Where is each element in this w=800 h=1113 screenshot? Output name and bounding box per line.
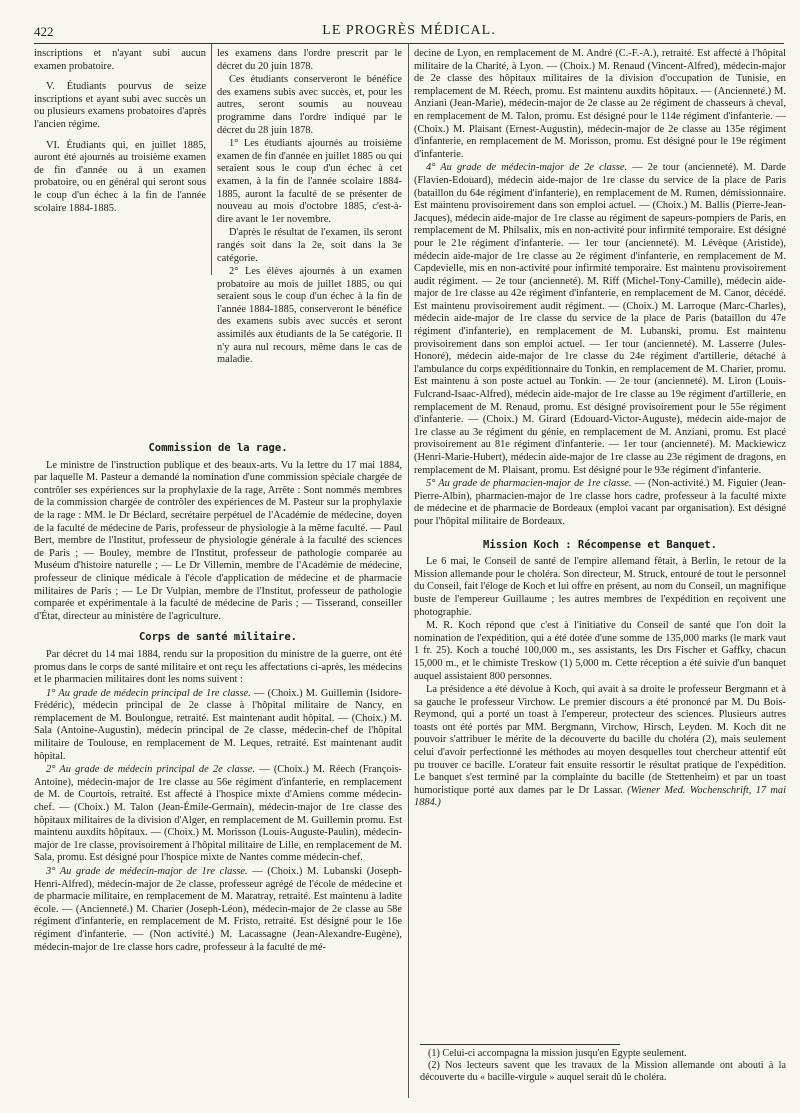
paragraph: 1° Les étudiants ajournés au troisième examen de fin d'année en juillet 1885 ou qui seraient sous le coup d'un échec à cet examen, à la fin de l'année scolaire 1884-1885, auront la faculté de se présenter de nouveau au mois d'octobre 1885, c'est-à-dire avant le 1er novembre. — [217, 138, 402, 225]
footnote-rule — [420, 1044, 620, 1045]
paragraph: Ces étudiants conserveront le bénéfice des examens subis avec succès, et, pour les autres, seront soumis au nouveau programme dans l'ordre indiqué par le décret du 28 juin 1878. — [217, 74, 402, 136]
paragraph: les examens dans l'ordre prescrit par le décret du 20 juin 1878. — [217, 48, 402, 72]
footnote: (1) Celui-ci accompagna la mission jusqu'en Egypte seulement. — [428, 1048, 687, 1059]
grade-heading: 2° Au grade de médecin principal de 2e classe. — [46, 764, 255, 776]
footnote: (2) Nos lecteurs savent que les travaux de la Mission allemande ont abouti à la découverte du « bacille-virgule » auquel serait dû le choléra. — [420, 1060, 786, 1084]
paragraph: 2° Au grade de médecin principal de 2e classe. — (Choix.) M. Réech (François-Antoine), médecin-major de 1re classe au 56e régiment d'infanterie, en remplacement de M. de Courtois, retraité. Est affecté à l'hospice mixte d'Amiens comme médecin-chef. — (Choix.) M. Talon (Jean-Émile-Germain), médecin-major de 1re classe des hôpitaux militaires de la division d'Alger, en remplacement de M. Guillemin promu. Est maintenu auxdits hôpitaux. — (Choix.) M. Morisson (Louis-Auguste-Paulin), médecin-major de 1re classe, provisoirement à l'hôpital militaire de Lille, en remplacement de M. Sala, promu. Est désigné pour l'hospice mixte de Nantes comme médecin-chef. — [34, 764, 402, 864]
column-divider-1 — [211, 43, 212, 275]
grade-heading: 3° Au grade de médecin-major de 1re classe. — [46, 866, 248, 877]
paragraph: 4° Au grade de médecin-major de 2e classe. — 2e tour (ancienneté). M. Darde (Flavien-Edouard), médecin aide-major de 1re classe du service de la place de Paris (bataillon du 64e régiment d'infanterie), en remplacement de M. Rumen, démissionnaire. Est maintenu provisoirement dans son emploi actuel. — (Choix.) M. Ballis (Pierre-Jean-Jacques), médecin aide-major de 1re classe au régiment de sapeurs-pompiers de Paris, en remplacement de M. Philsalix, mis en non-activité pour infirmité temporaire. Est désigné pour le 21e régiment d'infanterie. — 1er tour (ancienneté). M. Lévèque (Aristide), médecin aide-major de 1re classe au 2e régiment d'infanterie, en remplacement de M. Capdevielle, mis en non-activité pour infirmité temporaire. Est maintenu provisoirement audit régiment. — 2e tour (ancienneté). M. Riff (Michel-Tony-Camille), médecin aide-major de 1re classe au 42e régiment d'infanterie, en remplacement de M. Canor, décédé. Est maintenu provisoirement audit régiment. — (Choix.) M. Larroque (Marc-Charles), médecin aide-major de 1re classe du service de la place de Paris (bataillon du 47e régiment d'infanterie), en remplacement de M. Lubanski, promu. Est maintenu provisoirement dans son emploi actuel. — 1er tour (ancienneté). M. Lasserre (Jules-Honoré), médecin aide-major de 1re classe du 24e régiment d'artillerie, détaché à l'ambulance du corps expéditionnaire du Tonkin, en remplacement de M. Charier, promu. Est maintenu à son poste actuel au Tonkin. — 2e tour (ancienneté). M. Liron (Louis-Fulcrand-Isaac-Alfred), médecin aide-major de 1re classe au 19e régiment d'artillerie, en remplacement de M. Renaud, promu. Est désigné provisoirement pour le 55e régiment d'infanterie. — (Choix.) M. Girard (Edouard-Victor-Auguste), médecin aide-major de 1re classe au 3e régiment du génie, en remplacement de M. Anziani, promu. Est placé provisoirement au 81e régiment d'infanterie. — 1er tour (ancienneté). M. Mackiewicz (Henri-Marie-Hubert), médecin aide-major de 1re classe au 23e régiment de dragons, en remplacement de M. Plaisant, promu. Est désigné pour le 93e régiment d'infanterie. — [414, 162, 786, 476]
header-rule — [34, 43, 784, 44]
paragraph: M. R. Koch répond que c'est à l'initiative du Conseil de santé que l'on doit la nomination de l'expédition, qui a été dotée d'une somme de 135,000 marks (le mark vaut 1 fr. 25). Koch a touché 100,000 m., ses assistants, les Drs Fischer et Gaffky, chacun 15,000 m., et le chimiste Treskow (1) 5,000 m. Cette réception a été suivie d'un banquet auquel assistaient 800 personnes. — [414, 620, 786, 682]
paragraph: VI. Étudiants qui, en juillet 1885, auront été ajournés au troisième examen de fin d'année ou à un examen probatoire, ou en général qui seront sous le coup d'un échec à la fin de l'année scolaire 1884-1885. — [34, 139, 206, 214]
paragraph: Par décret du 14 mai 1884, rendu sur la proposition du ministre de la guerre, ont été promus dans le corps de santé militaire et ont reçu les affectations ci-après, les médecins et le pharmacien militaires dont les noms suivent : — [34, 648, 402, 686]
column-divider-2 — [408, 43, 409, 1098]
paragraph: Le 6 mai, le Conseil de santé de l'empire allemand fêtait, à Berlin, le retour de la Mission allemande pour le choléra. Son directeur, M. Struck, entouré de tout le personnel du Conseil, fait l'éloge de Koch et lui offre en présent, au nom du Conseil, un magnifique buste de l'empereur Guillaume ; les autres membres de l'expédition en reçoivent une photographie. — [414, 556, 786, 618]
section-title-koch: Mission Koch : Récompense et Banquet. — [483, 538, 717, 551]
right-column — [414, 48, 786, 1038]
footnotes — [420, 1044, 786, 1085]
column-1-top — [34, 48, 206, 280]
section-title-corps: Corps de santé militaire. — [138, 631, 298, 644]
paragraph: 5° Au grade de pharmacien-major de 1re classe. — (Non-activité.) M. Figuier (Jean-Pierre-Albin), pharmacien-major de 1re classe hors cadre, professeur à la faculté mixte de médecine et de pharmacie de Bordeaux (emploi vacant par organisation). Est désigné pour l'hôpital militaire de Bordeaux. — [414, 478, 786, 527]
grade-heading: 5° Au grade de pharmacien-major de 1re classe. — [426, 478, 632, 490]
paragraph: V. Étudiants pourvus de seize inscriptions et ayant subi avec succès un ou plusieurs examens probatoires d'après l'ancien régime. — [34, 81, 206, 130]
paragraph: 2° Les élèves ajournés à un examen probatoire au mois de juillet 1885, ou qui seraient sous le coup d'un échec à la fin de l'année 1884-1885, conserveront le bénéfice des examens subis avec succès et seront assimilés aux étudiants de la 5e catégorie. Il n'y aura nul recours, même dans le cas de maladie. — [217, 266, 402, 366]
paragraph: decine de Lyon, en remplacement de M. André (C.-F.-A.), retraité. Est affecté à l'hôpital militaire de la Charité, à Lyon. — (Choix.) M. Renaud (Vincent-Alfred), médecin-major de 2e classe des hôpitaux militaires de la division d'occupation de Tunisie, en remplacement de M. Réech, promu. Est maintenu auxdits hôpitaux. — (Ancienneté.) M. Anziani (Jean-Marie), médecin-major de 2e classe au 2e régiment de chasseurs à cheval, en remplacement de M. Talon, promu. Est désigné pour le 114e régiment d'infanterie. — (Choix.) M. Plaisant (Ernest-Augustin), médecin-major de 2e classe au 135e régiment d'infanterie, en remplacement de M. Morisson, promu. Est désigné pour le 19e régiment d'infanterie. — [414, 48, 786, 160]
section-title-rage: Commission de la rage. — [148, 442, 288, 454]
paragraph: 3° Au grade de médecin-major de 1re classe. — (Choix.) M. Lubanski (Joseph-Henri-Alfred), médecin-major de 2e classe, professeur agrégé de l'école de médecine et de pharmacie militaire, en remplacement de M. Maratray, retraité. Est maintenu à ladite école. — (Ancienneté.) M. Charier (Joseph-Léon), médecin-major de 2e classe au 58e régiment d'infanterie, en remplacement de M. Fristo, retraité. Est désigné pour le 16e régiment d'infanterie. — (Non activité.) M. Lacassagne (Jean-Alexandre-Eugène), médecin-major de 1re classe hors cadre, professeur à la faculté de mé- — [34, 866, 402, 953]
grade-heading: 4° Au grade de médecin-major de 2e classe. — [426, 162, 628, 174]
paragraph: Le ministre de l'instruction publique et des beaux-arts. Vu la lettre du 17 mai 1884, par laquelle M. Pasteur a demandé la nomination d'une commission spéciale chargée de contrôler ses expériences sur la prophylaxie de la rage, Arrête : Sont nommés membres de la commission chargée de contrôler des expériences de M. Pasteur sur la prophylaxie de la rage : MM. le Dr Béclard, secrétaire perpétuel de l'Académie de médecine, doyen de la faculté de médecine de Paris, professeur de physiologie à la même faculté. — Paul Bert, membre de l'Institut, professeur de physiologie générale à la faculté des sciences de Paris ; — Bouley, membre de l'Institut, professeur de pathologie comparée au Muséum d'histoire naturelle ; — Le Dr Villemin, membre de l'Académie de médecine, professeur de clinique médicale à l'école d'application de médecine et de pharmacie militaires de Paris ; — Le Dr Vulpian, membre de l'Institut, professeur de pathologie comparée et expérimentale à la faculté de médecine de Paris ; — Tisserand, conseiller d'État, directeur au ministère de l'agriculture. — [34, 459, 402, 622]
paragraph: inscriptions et n'ayant subi aucun examen probatoire. — [34, 48, 206, 72]
page-header — [34, 20, 784, 42]
grade-heading: 1° Au grade de médecin principal de 1re classe. — [46, 687, 251, 699]
page-number: 422 — [34, 24, 54, 39]
paragraph: La présidence a été dévolue à Koch, qui avait à sa droite le professeur Bergmann et à sa gauche le professeur Virchow. Le premier discours a été prononcé par M. Du Bois-Reymond, qui a porté un toast à l'empereur, protecteur des sciences. Plusieurs autres toasts ont été portés par MM. Bergmann, Virchow, Hirsch, Leyden. M. Koch dit ne pouvoir s'attribuer le mérite de la découverte du bacille du choléra (2), mais seulement celui d'avoir perfectionné les méthodes au moyen desquelles tout chercheur attentif eût pu trouver ce bacille. L'orateur fait ensuite ressortir le résultat pratique de l'expédition. Le banquet s'est terminé par la complainte du bacille (de Stettenheim) et par un toast humoristique porté aux dames par le Dr Lassar. (Wiener Med. Wochenschrift, 17 mai 1884.) — [414, 684, 786, 809]
column-2-top — [217, 48, 402, 433]
left-lower-column — [34, 438, 402, 1098]
paragraph: D'après le résultat de l'examen, ils seront rangés soit dans la 2e, soit dans la 3e catégorie. — [217, 227, 402, 264]
paragraph: 1° Au grade de médecin principal de 1re classe. — (Choix.) M. Guillemin (Isidore-Frédéric), médecin principal de 2e classe à l'hôpital militaire de Nancy, en remplacement de M. Boulongue, retraité. Est maintenant audit hôpital. — (Choix.) M. Sala (Antoine-Augustin), médecin principal de 2e classe, médecin-chef de l'hôpital militaire de Toulouse, en remplacement de M. Leques, retraité. Est maintenant audit hôpital. — [34, 687, 402, 762]
source-citation: (Wiener Med. Wochenschrift, 17 mai 1884.) — [414, 784, 786, 809]
running-title: LE PROGRÈS MÉDICAL. — [322, 23, 496, 38]
